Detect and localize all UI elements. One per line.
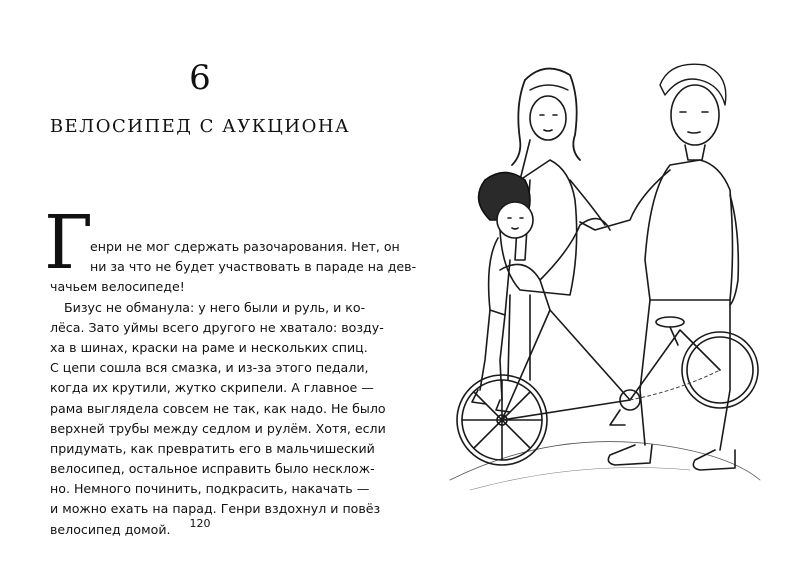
text-line: когда их крутили, жутко скрипели. А главное — xyxy=(50,380,374,396)
text-line: придумать, как превратить его в мальчишеский xyxy=(50,440,375,456)
body-text xyxy=(50,237,417,540)
text-line: ни за что не будет участвовать в параде на дев- xyxy=(90,259,417,275)
chapter-number: 6 xyxy=(189,58,211,98)
text-line: верхней трубы между седлом и рулём. Хотя, если xyxy=(50,420,386,436)
text-line: рама выглядела совсем не так, как надо. Не было xyxy=(50,400,386,416)
bicycle-children-drawing-icon xyxy=(430,60,770,500)
text-line: Бизус не обманула: у него были и руль, и ко- xyxy=(64,299,366,315)
text-line: С цепи сошла вся смазка, и из-за этого педали, xyxy=(50,360,369,376)
text-line: лёса. Зато уймы всего другого не хватало: возду- xyxy=(50,319,384,335)
chapter-title: ВЕЛОСИПЕД С АУКЦИОНА xyxy=(49,116,351,137)
text-line: ха в шинах, краски на раме и нескольких спиц. xyxy=(50,339,368,355)
text-line: и можно ехать на парад. Генри вздохнул и повёз xyxy=(50,501,381,517)
text-line: енри не мог сдержать разочарования. Нет, он xyxy=(90,239,400,254)
drop-cap: Г xyxy=(44,200,93,286)
text-line: чачьем велосипеде! xyxy=(50,279,185,295)
text-line: велосипед домой. xyxy=(50,521,171,537)
page-number: 120 xyxy=(189,517,211,530)
right-page xyxy=(400,0,799,567)
text-line: но. Немного починить, подкрасить, накачать — xyxy=(50,481,370,497)
text-line: велосипед, остальное исправить было несклож- xyxy=(50,461,375,477)
